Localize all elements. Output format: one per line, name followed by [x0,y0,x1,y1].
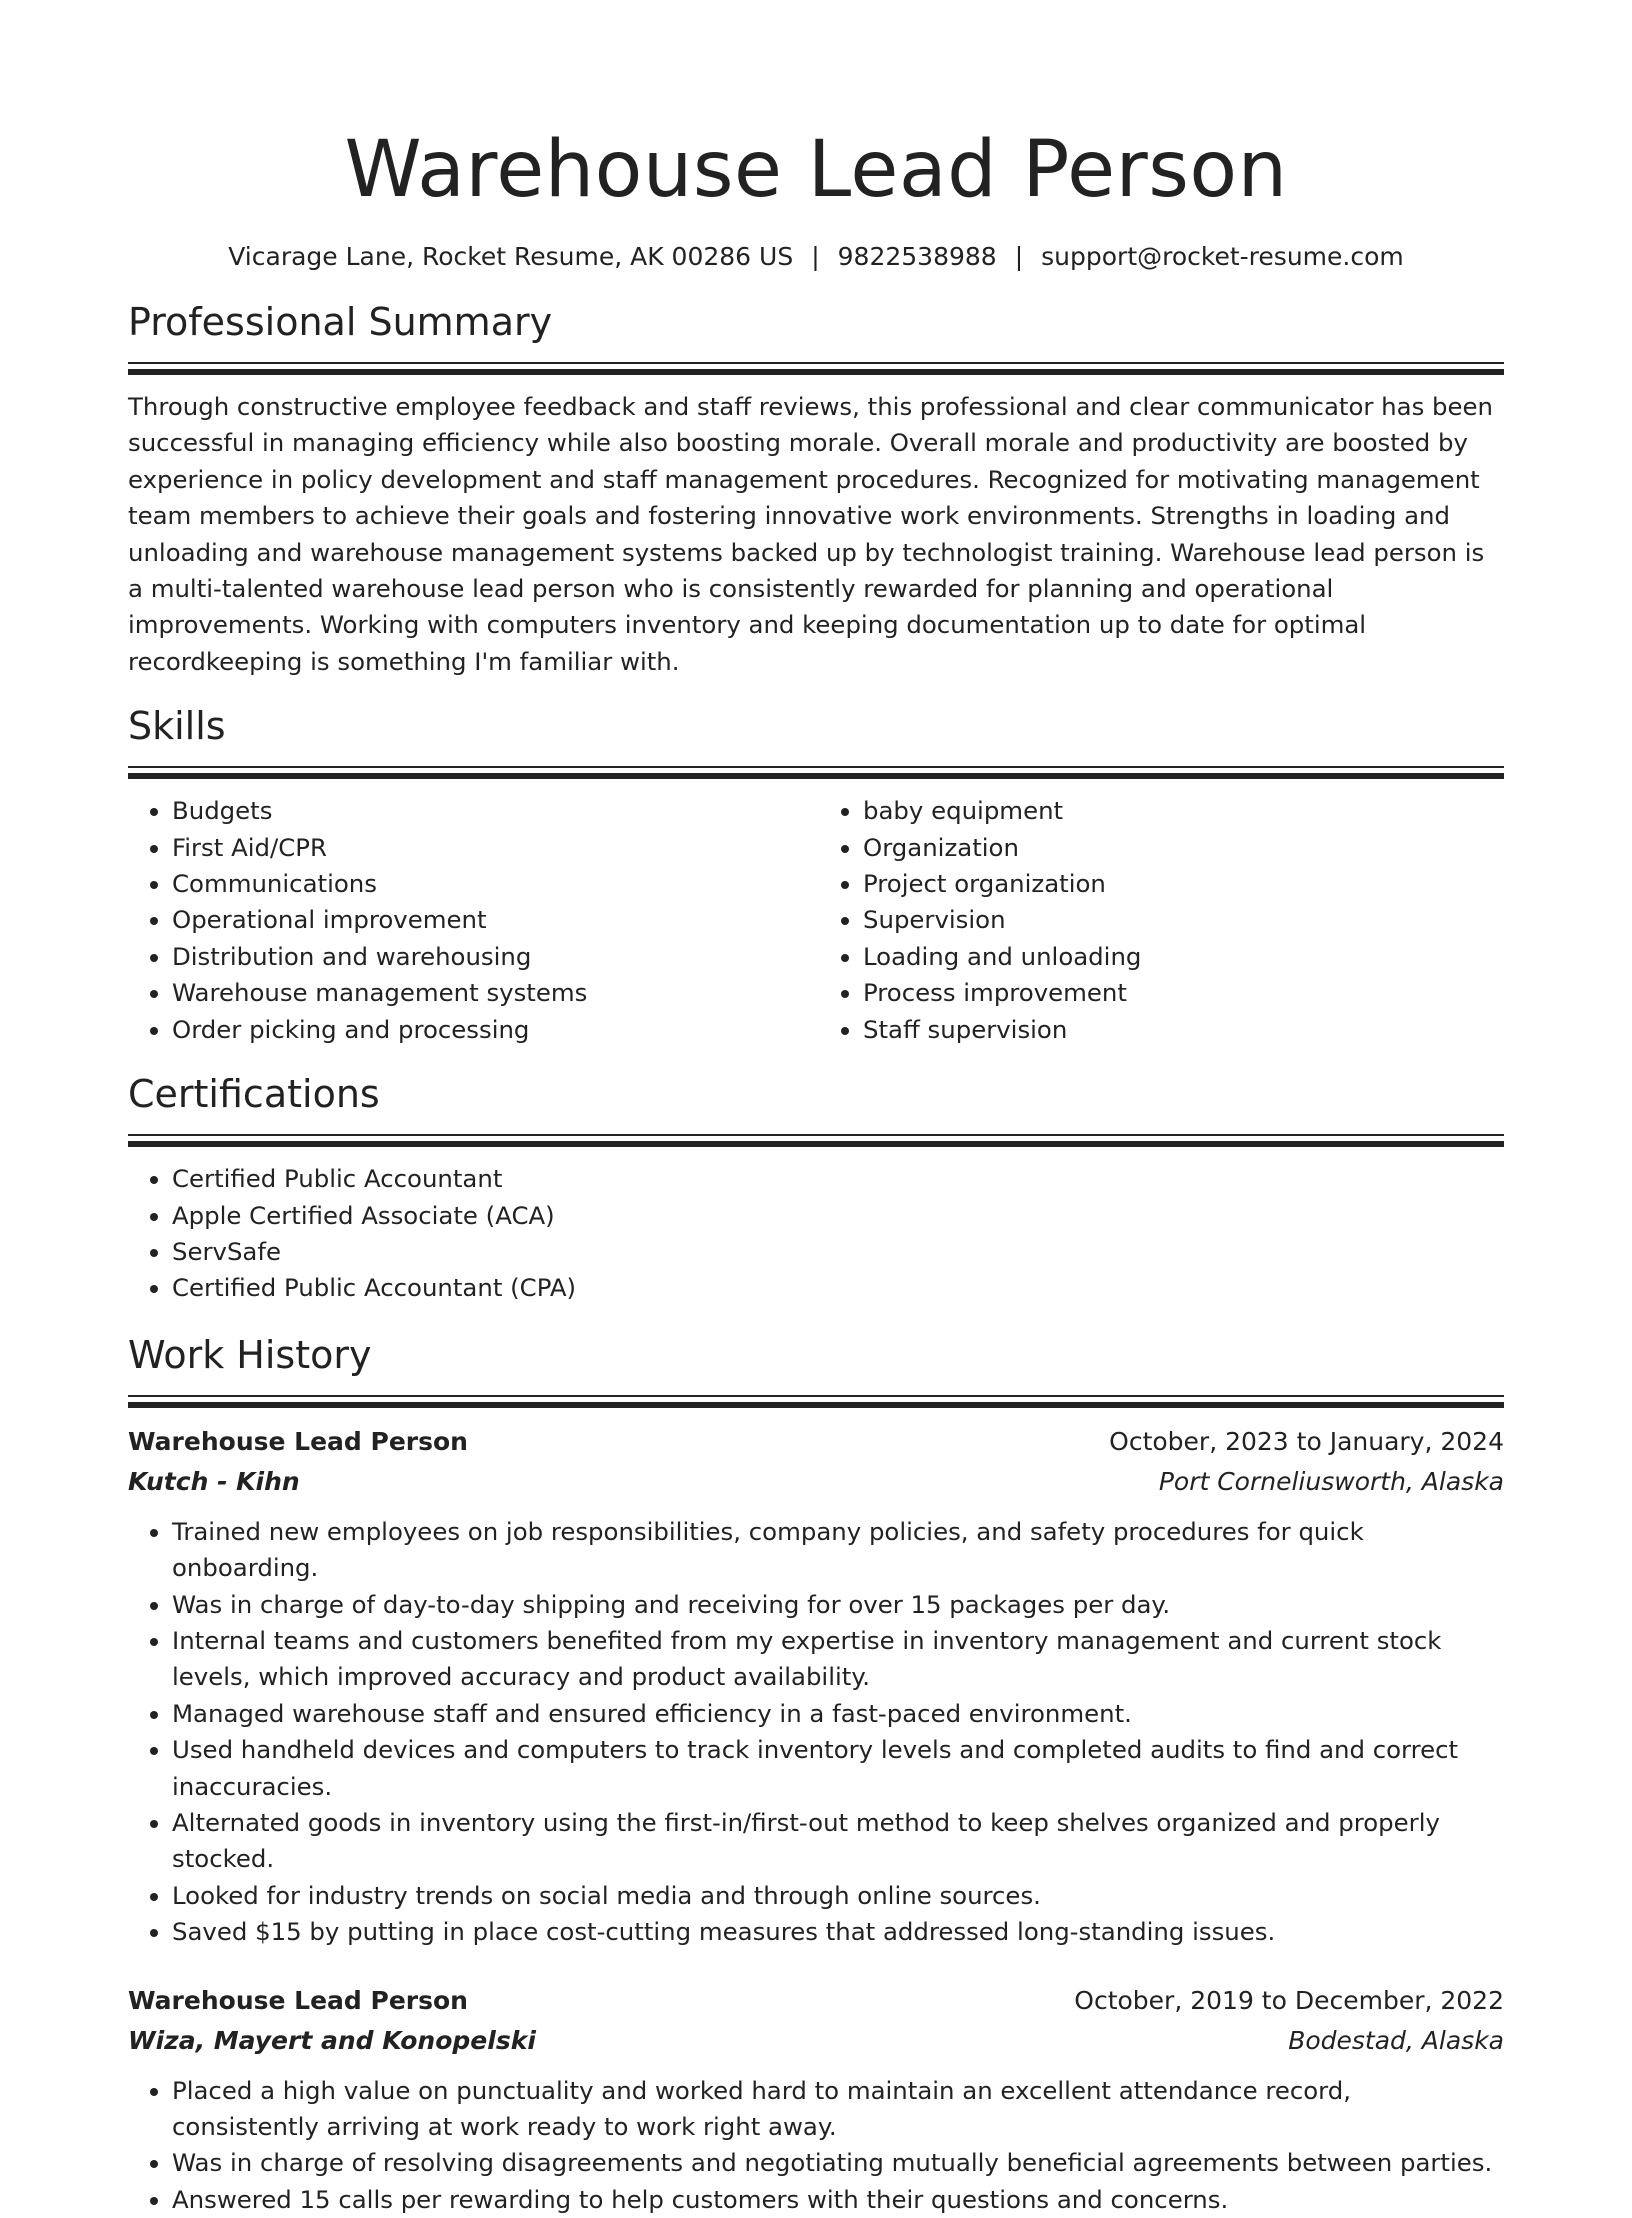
contact-address: Vicarage Lane, Rocket Resume, AK 00286 US [228,242,794,271]
job-location: Port Corneliusworth, Alaska [1158,1466,1504,1496]
job-subheader [128,1462,1504,1502]
job-entry [128,1981,1504,2218]
section-divider [128,369,1504,375]
job-title: Warehouse Lead Person [128,1985,468,2015]
job-location: Bodestad, Alaska [1288,2025,1504,2055]
certification-item: • ServSafe [172,1234,1504,1270]
job-dates: October, 2019 to December, 2022 [1074,1985,1504,2015]
job-header [128,1422,1504,1462]
section-title-work-history: Work History [128,1332,372,1377]
section-divider [128,1141,1504,1147]
skills-list-right [813,793,1504,1048]
skill-item: • Warehouse management systems [172,975,813,1011]
job-header [128,1981,1504,2021]
job-bullet: • Internal teams and customers benefited from my expertise in inventory management and current stock levels, which improved accuracy and product availability. [172,1623,1504,1696]
job-bullet: • Answered 15 calls per rewarding to help customers with their questions and concerns. [172,2182,1504,2218]
contact-separator: | [811,242,820,271]
certifications-list [128,1161,1504,1307]
job-company: Wiza, Mayert and Konopelski [128,2025,536,2055]
job-bullet: • Alternated goods in inventory using the first-in/first-out method to keep shelves organized and properly stocked. [172,1805,1504,1878]
job-bullet: • Looked for industry trends on social media and through online sources. [172,1878,1504,1914]
certification-item: • Certified Public Accountant (CPA) [172,1270,1504,1306]
job-bullets [128,2073,1504,2218]
job-title: Warehouse Lead Person [128,1426,468,1456]
skill-item: • Loading and unloading [863,939,1504,975]
job-bullet: • Managed warehouse staff and ensured efficiency in a fast-paced environment. [172,1696,1504,1732]
job-bullet: • Placed a high value on punctuality and worked hard to maintain an excellent attendance record, consistently arriving at work ready to work right away. [172,2073,1504,2146]
job-bullets [128,1514,1504,1951]
certification-item: • Apple Certified Associate (ACA) [172,1198,1504,1234]
section-divider [128,1402,1504,1408]
section-title-skills: Skills [128,704,226,749]
job-entry [128,1422,1504,1951]
job-company: Kutch - Kihn [128,1466,300,1496]
section-divider [128,1134,1504,1136]
section-title-summary: Professional Summary [128,300,553,344]
skill-item: • Supervision [863,902,1504,938]
certifications-section [128,1070,1504,1307]
section-divider [128,362,1504,364]
job-bullet: • Was in charge of day-to-day shipping and receiving for over 15 packages per day. [172,1587,1504,1623]
summary-section [128,298,1504,680]
resume-name: Warehouse Lead Person [344,125,1288,215]
contact-phone: 9822538988 [837,242,997,271]
skill-item: • Process improvement [863,975,1504,1011]
job-bullet: • Used handheld devices and computers to track inventory levels and completed audits to find and correct inaccuracies. [172,1732,1504,1805]
work-history-section [128,1331,1504,2218]
skill-item: • Staff supervision [863,1012,1504,1048]
contact-line [128,240,1504,274]
section-divider [128,766,1504,768]
summary-text: Through constructive employee feedback and staff reviews, this professional and clear communicator has been successful in managing efficiency while also boosting morale. Overall morale and productivity are boosted by experience in policy development and staff management procedures. Recognized for motivating management team members to achieve their goals and fostering innovative work environments. Strengths in loading and unloading and warehouse management systems backed up by technologist training. Warehouse lead person is a multi-talented warehouse lead person who is consistently rewarded for planning and operational improvements. Working with computers inventory and keeping documentation up to date for optimal recordkeeping is something I'm familiar with. [128,392,1493,676]
skill-item: • Distribution and warehousing [172,939,813,975]
job-bullet: • Saved $15 by putting in place cost-cutting measures that addressed long-standing issues. [172,1914,1504,1950]
skill-item: • Organization [863,830,1504,866]
job-bullet: • Was in charge of resolving disagreements and negotiating mutually beneficial agreements between parties. [172,2145,1504,2181]
skill-item: • Project organization [863,866,1504,902]
contact-separator: | [1014,242,1024,271]
job-subheader [128,2021,1504,2061]
skill-item: • baby equipment [863,793,1504,829]
section-title-certifications: Certifications [128,1072,380,1117]
skill-item: • Order picking and processing [172,1012,813,1048]
job-bullet: • Trained new employees on job responsibilities, company policies, and safety procedures for quick onboarding. [172,1514,1504,1587]
skill-item: • Operational improvement [172,902,813,938]
section-divider [128,1395,1504,1397]
skill-item: • First Aid/CPR [172,830,813,866]
skill-item: • Budgets [172,793,813,829]
skills-columns [128,779,1504,1048]
job-dates: October, 2023 to January, 2024 [1109,1426,1504,1456]
contact-email: support@rocket-resume.com [1041,242,1404,271]
skills-section [128,702,1504,1048]
skill-item: • Communications [172,866,813,902]
certification-item: • Certified Public Accountant [172,1161,1504,1197]
skills-list-left [128,793,813,1048]
